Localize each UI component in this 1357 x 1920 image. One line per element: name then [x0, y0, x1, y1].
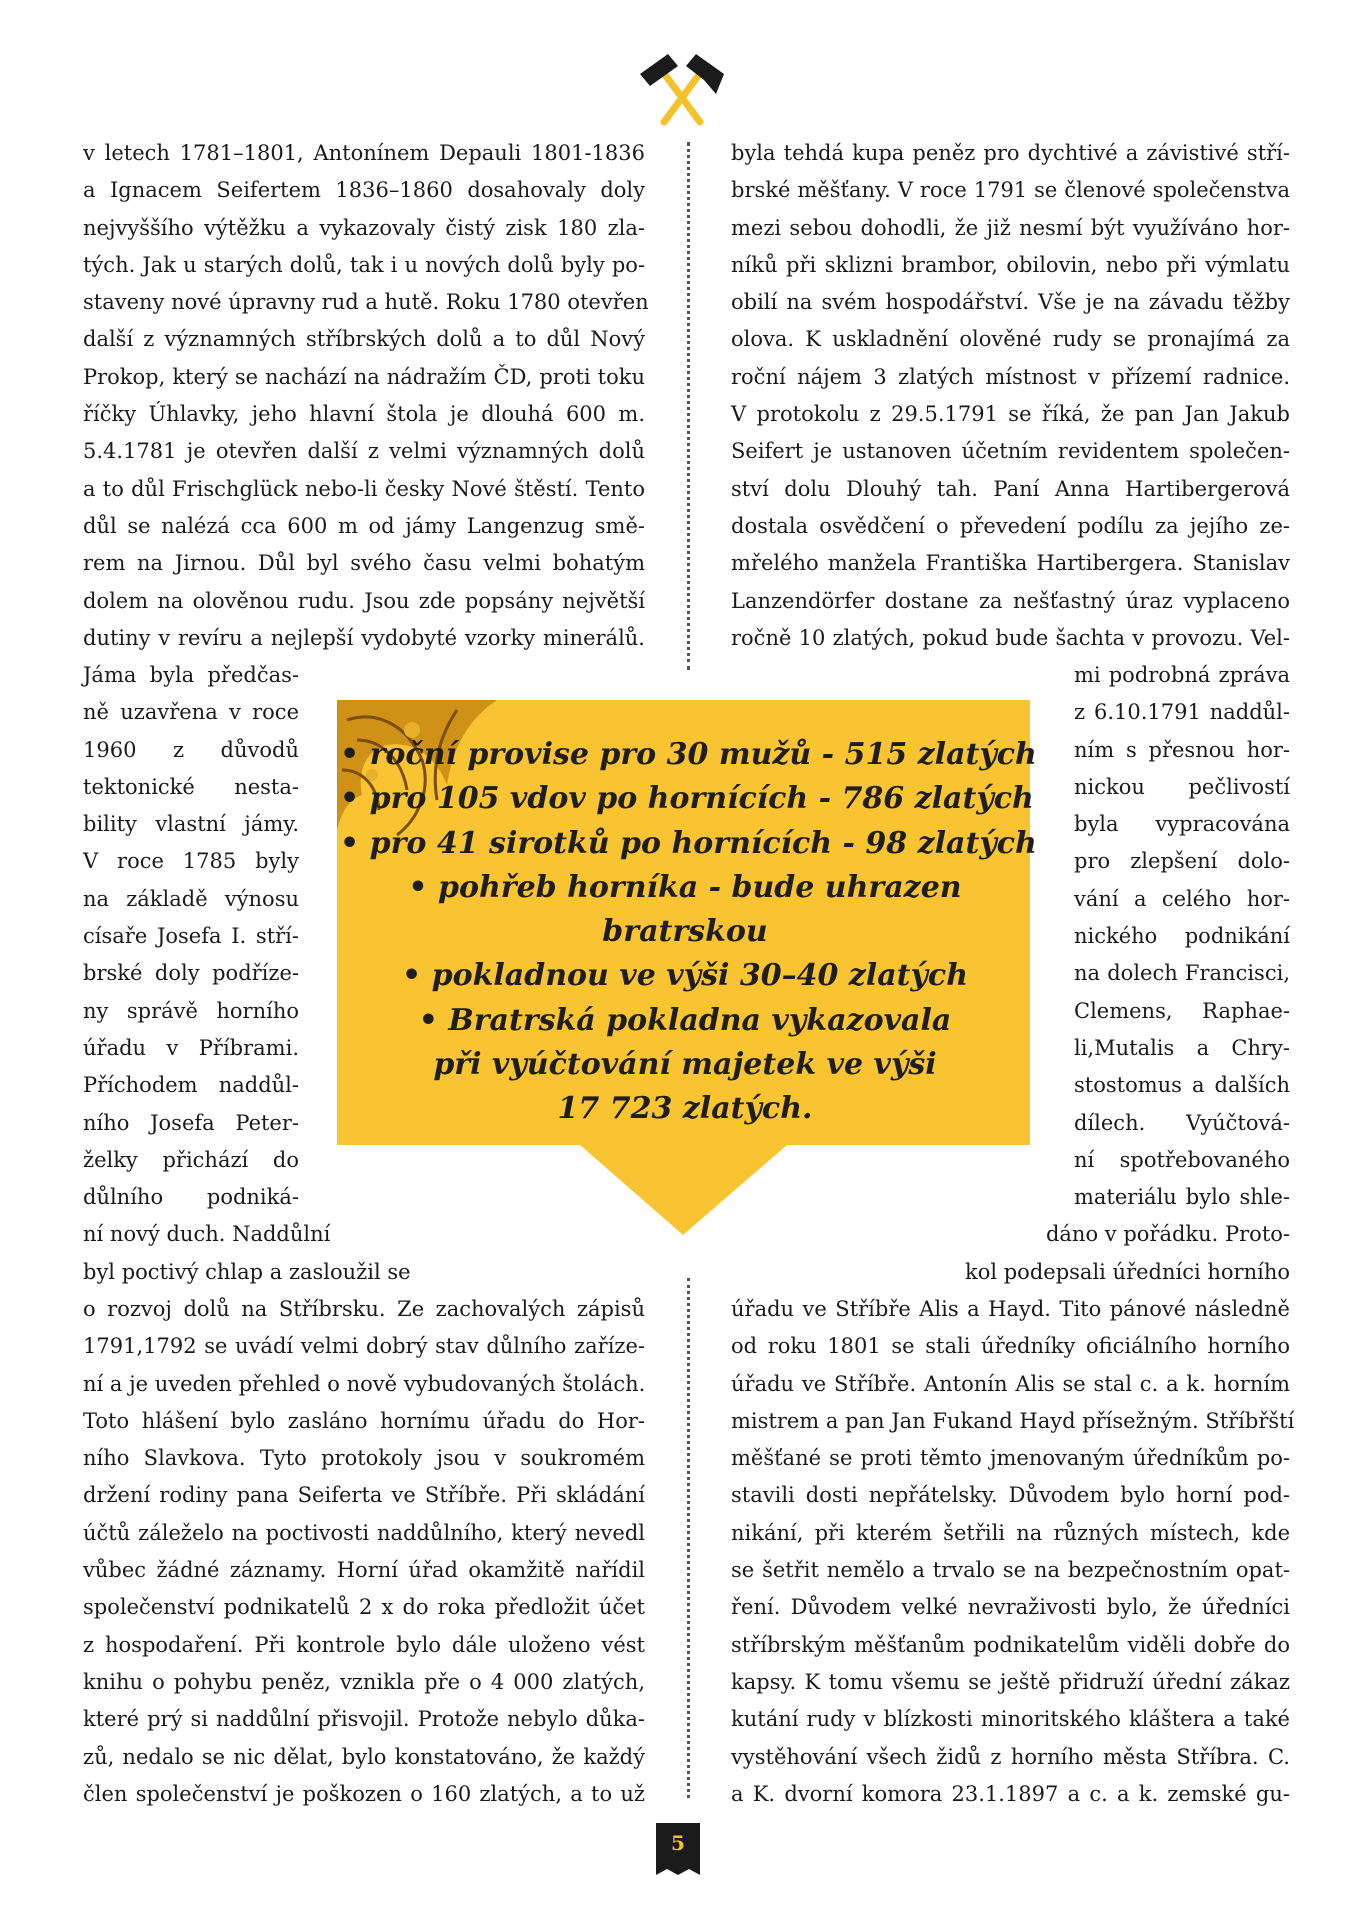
text-line: důl se nalézá cca 600 m od jámy Langenzug smě-	[83, 513, 645, 538]
text-line: držení rodiny pana Seiferta ve Stříbře. Při skládání	[83, 1483, 645, 1508]
text-line: rem na Jirnou. Důl byl svého času velmi bohatým	[83, 551, 645, 576]
text-line: knihu o pohybu peněz, vznikla pře o 4 000 zlatých,	[83, 1669, 645, 1694]
text-line: Prokop, který se nachází na nádražím ČD, proti toku	[83, 364, 645, 389]
text-line: úřadu ve Stříbře. Antonín Alis se stal c. a k. horním	[731, 1371, 1290, 1396]
left-column-narrow	[83, 657, 411, 1291]
callout-line: • Bratrská pokladna vykazovala	[418, 1002, 952, 1038]
text-line: úřadu v Příbrami.	[83, 1035, 299, 1060]
text-line: staveny nové úpravny rud a hutě. Roku 1780 otevřen	[83, 290, 649, 315]
text-line: brské doly podříze-	[83, 961, 299, 986]
callout-line: • pohřeb horníka - bude uhrazen	[408, 869, 962, 905]
text-line: ně uzavřena v roce	[83, 700, 299, 725]
text-line: dáno v pořádku. Proto-	[1045, 1222, 1290, 1247]
callout-line: • pro 105 vdov po hornících - 786 zlatých	[340, 781, 1034, 817]
text-line: bility vlastní jámy.	[83, 812, 299, 837]
text-line: mistrem a pan Jan Fukand Hayd přísežným. Stříbřští	[731, 1408, 1295, 1433]
text-line: účtů záleželo na poctivosti naddůlního, který nevedl	[83, 1520, 645, 1545]
text-line: byl poctivý chlap a zasloužil se	[83, 1259, 411, 1284]
text-line: 1791,1792 se uvádí velmi dobrý stav důlního zařízе-	[83, 1334, 645, 1359]
text-line: kutání rudy v blízkosti minoritského kláštera a také	[731, 1707, 1290, 1732]
text-line: brské měšťany. V roce 1791 se členové společenstva	[731, 178, 1290, 203]
text-line: v letech 1781–1801, Antonínem Depauli 1801-1836	[83, 141, 645, 165]
text-line: ní spotřebovaného	[1074, 1147, 1290, 1172]
text-line: důlního podniká-	[83, 1185, 299, 1210]
page-number-badge	[656, 1823, 700, 1881]
text-line: se šetřit nemělo a trvalo se na bezpečnostním opat-	[731, 1558, 1290, 1583]
column-divider-top	[687, 142, 690, 670]
crossed-hammers-icon	[638, 50, 726, 130]
callout-line: • pro 41 sirotků po hornících - 98 zlatých	[340, 825, 1037, 861]
text-line: a Ignacem Seifertem 1836–1860 dosahovaly doly	[83, 178, 645, 203]
text-line: a to důl Frischglück nebo-li česky Nové štěstí. Tento	[83, 476, 645, 501]
text-line: dílech. Vyúčtová-	[1074, 1110, 1290, 1135]
text-line: byla tehdá kupa peněz pro dychtivé a závistivé stří-	[731, 141, 1290, 165]
callout-line: bratrskou	[602, 914, 768, 950]
text-line: na základě výnosu	[83, 886, 299, 911]
callout-bullets	[340, 733, 1037, 1132]
text-line: vystěhování všech židů z horního města Stříbra. C.	[731, 1744, 1290, 1769]
page-number: 5	[671, 1831, 685, 1855]
text-line: o rozvoj dolů na Stříbrsku. Ze zachovalých zápisů	[83, 1297, 645, 1321]
text-line: ství dolu Dlouhý tah. Paní Anna Hartibergerová	[731, 476, 1290, 501]
text-line: ní a je uveden přehled o nově vybudovaných štolách.	[83, 1371, 646, 1396]
text-line: úřadu ve Stříbře Alis a Hayd. Tito pánové následně	[731, 1297, 1290, 1321]
text-line: tektonické nesta-	[83, 774, 299, 799]
text-line: V roce 1785 byly	[83, 849, 299, 874]
text-line: měšťané se proti těmto jmenovaným úředníkům po-	[731, 1446, 1290, 1471]
left-column-bottom	[83, 1291, 645, 1813]
text-line: li,Mutalis a Chry-	[1074, 1035, 1290, 1060]
right-column-narrow	[964, 657, 1290, 1291]
text-line: dolem na olověnou rudu. Jsou zde popsány největší	[83, 588, 645, 613]
callout-line: • roční provise pro 30 mužů - 515 zlatých	[340, 737, 1037, 772]
text-line: zů, nedalo se nic dělat, bylo konstatováno, že každý	[83, 1744, 645, 1769]
text-line: stříbrským měšťanům podnikatelům viděli dobře do	[731, 1632, 1290, 1657]
text-line: kapsy. K tomu všemu se ještě přidruží úřední zákaz	[731, 1669, 1290, 1694]
text-line: materiálu bylo shle-	[1074, 1185, 1290, 1210]
text-line: byla vypracována	[1074, 812, 1290, 837]
text-line: ním s přesnou hor-	[1074, 737, 1290, 762]
text-line: nejvyššího výtěžku a vykazovaly čistý zisk 180 zla-	[83, 215, 645, 240]
callout-line: • pokladnou ve výši 30–40 zlatých	[401, 958, 968, 994]
text-line: želky přichází do	[83, 1147, 299, 1172]
text-line: mi podrobná zpráva	[1074, 663, 1290, 687]
text-line: ny správě horního	[83, 998, 299, 1023]
text-line: ního Slavkova. Tyto protokoly jsou v soukromém	[83, 1446, 645, 1471]
text-line: vání a celého hor-	[1074, 886, 1290, 911]
text-line: další z významných stříbrských dolů a to důl Nový	[83, 327, 645, 352]
callout-line: 17 723 zlatých.	[557, 1091, 813, 1127]
text-line: z 6.10.1791 naddůl-	[1074, 700, 1290, 725]
right-column-top	[731, 135, 1290, 657]
text-line: 1960 z důvodů	[83, 737, 299, 762]
text-line: obilí na svém hospodářství. Vše je na závadu těžby	[731, 290, 1290, 315]
column-divider-bottom	[687, 1278, 690, 1798]
text-line: od roku 1801 se stali úředníky oficiálního horního	[731, 1334, 1290, 1359]
text-line: Seifert je ustanoven účetním revidentem společen-	[731, 439, 1290, 464]
text-line: Lanzendörfer dostane za nešťastný úraz vyplaceno	[731, 588, 1290, 613]
text-line: Příchodem naddůl-	[83, 1073, 299, 1098]
text-line: mezi sebou dohodli, že již nesmí být využíváno hor-	[731, 215, 1290, 240]
text-line: 5.4.1781 je otevřen další z velmi významných dolů	[83, 439, 645, 464]
callout-line: při vyúčtování majetek ve výši	[433, 1047, 937, 1083]
text-line: olova. K uskladnění olověné rudy se pronajímá za	[731, 327, 1290, 352]
text-line: kol podepsali úředníci horního	[964, 1259, 1290, 1284]
text-line: a K. dvorní komora 23.1.1897 a c. a k. zemské gu-	[731, 1781, 1290, 1806]
left-column-top	[83, 135, 649, 657]
text-line: říčky Úhlavky, jeho hlavní štola je dlouhá 600 m.	[83, 402, 645, 427]
text-line: člen společenství je poškozen o 160 zlatých, a to už	[83, 1781, 645, 1806]
text-line: ročně 10 zlatých, pokud bude šachta v provozu. Vel-	[731, 625, 1290, 650]
text-line: dutiny v revíru a nejlepší vydobyté vzorky minerálů.	[83, 625, 645, 650]
text-line: níků při sklizni brambor, obilovin, nebo při výmlatu	[731, 252, 1290, 277]
text-line: nikání, při kterém šetřili na různých místech, kde	[731, 1520, 1290, 1545]
text-line: ního Josefa Peter-	[83, 1110, 299, 1135]
text-line: které prý si naddůlní přisvojil. Protože nebylo důka-	[83, 1707, 645, 1732]
text-line: Jáma byla předčas-	[83, 663, 299, 687]
text-line: tých. Jak u starých dolů, tak i u nových dolů byly po-	[83, 252, 645, 277]
text-line: pro zlepšení dolo-	[1074, 849, 1290, 874]
right-column-bottom	[731, 1291, 1295, 1813]
text-line: nickou pečlivostí	[1074, 774, 1290, 799]
text-line: na dolech Francisci,	[1074, 961, 1290, 986]
text-line: ření. Důvodem velké nevraživosti bylo, že úředníci	[731, 1595, 1290, 1620]
text-line: z hospodaření. Při kontrole bylo dále uloženo vést	[83, 1632, 645, 1657]
text-line: nického podnikání	[1074, 924, 1290, 949]
text-line: mřelého manžela Františka Hartibergera. Stanislav	[731, 551, 1290, 576]
text-line: V protokolu z 29.5.1791 se říká, že pan Jan Jakub	[731, 402, 1290, 427]
text-line: stavili dosti nepřátelsky. Důvodem bylo horní pod-	[731, 1483, 1290, 1508]
text-line: dostala osvědčení o převedení podílu za jejího ze-	[731, 513, 1290, 538]
text-line: stostomus a dalších	[1074, 1073, 1290, 1098]
text-line: ní nový duch. Naddůlní	[83, 1222, 331, 1247]
text-line: Clemens, Raphae-	[1074, 998, 1290, 1023]
text-line: císaře Josefa I. stří-	[83, 924, 299, 949]
text-line: roční nájem 3 zlatých místnost v přízemí radnice.	[731, 364, 1290, 389]
text-line: Toto hlášení bylo zasláno hornímu úřadu do Hor-	[83, 1408, 645, 1433]
text-line: společenství podnikatelů 2 x do roka předložit účet	[83, 1595, 645, 1620]
text-line: vůbec žádné záznamy. Horní úřad okamžitě nařídil	[83, 1558, 645, 1583]
